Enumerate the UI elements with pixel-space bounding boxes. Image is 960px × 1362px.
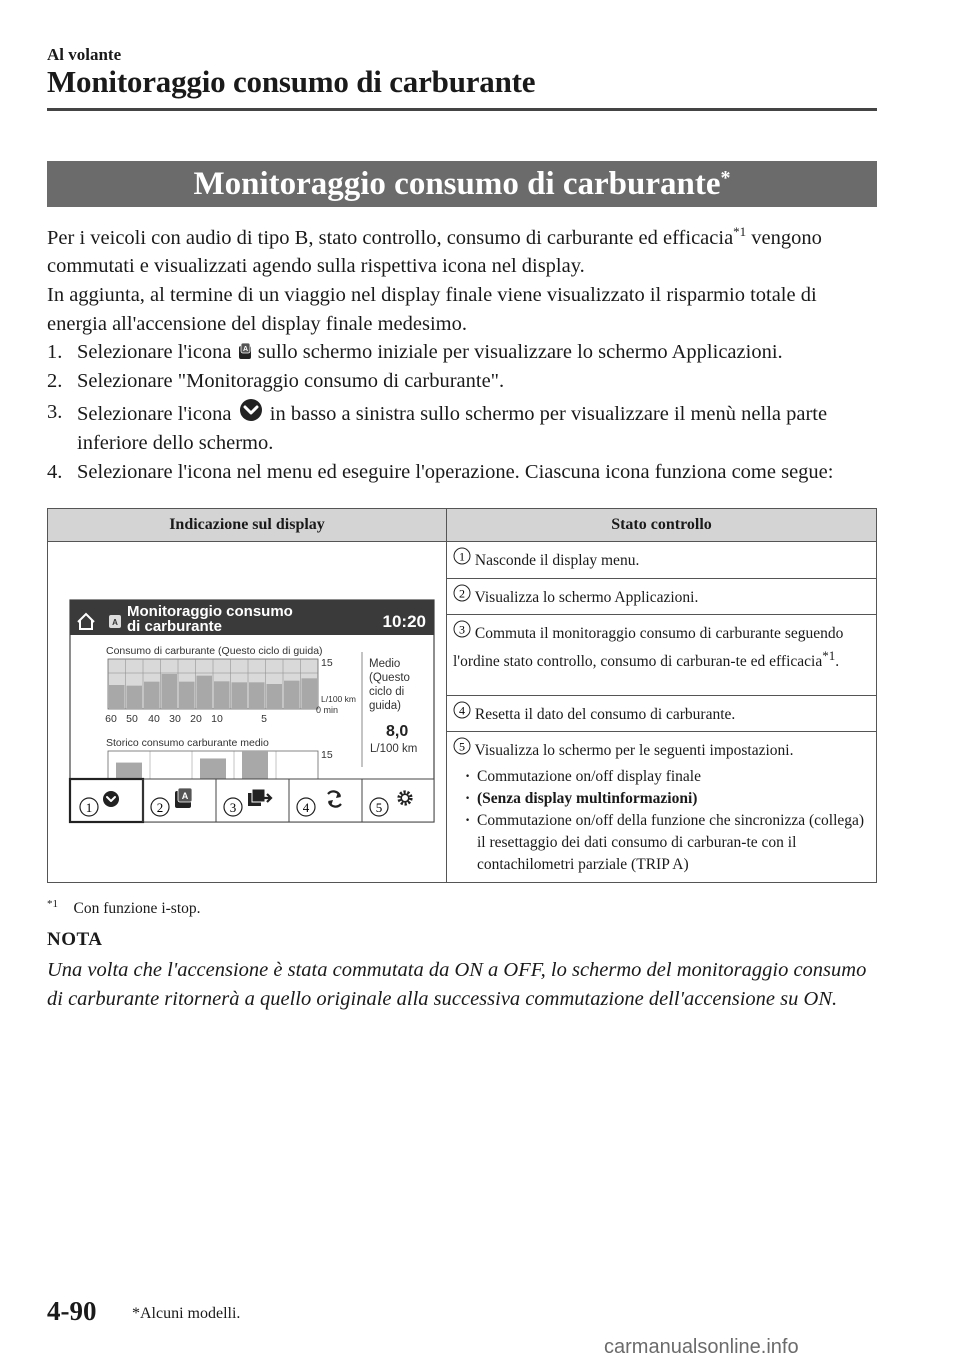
table-row-3: 3 Commuta il monitoraggio consumo di carburante seguendo l'ordine stato controllo, consumo di carburan-te ed efficacia$^{*1}$. [447,615,877,696]
chevron-down-icon [237,398,265,422]
chevron-down-icon [103,791,119,807]
svg-text:3: 3 [459,622,465,637]
table-header-state: Stato controllo [447,509,877,542]
apps-icon [237,341,253,361]
section-label: Al volante [47,45,122,64]
svg-text:5: 5 [459,739,465,754]
watermark: carmanualsonline.info [604,1336,799,1358]
chart1-unit: L/100 km [321,694,356,704]
chart1-bar [179,682,195,709]
option-item: · Commutazione on/off della funzione che sincronizza (collega) il resettaggio dei dati consumo di carburan-te con il contachilometri parziale (TRIP A) [465,810,870,876]
svg-text:A: A [112,618,118,627]
screen-illustration [48,542,446,882]
option-item: · Commutazione on/off display finale [465,766,870,788]
body-text [47,218,877,486]
chart1-bar [249,682,265,709]
chart1-tick-label: 5 [261,713,267,725]
medio-line-3: ciclo di [369,686,405,698]
chart1-bar [232,682,248,709]
table-row-4: 4 Resetta il dato del consumo di carburante. [447,696,877,732]
callout-circle-2 [453,584,471,602]
chart1-tick-label: 60 [105,713,117,725]
chart1-tick-label: 30 [169,713,181,725]
svg-text:4: 4 [459,703,465,718]
chart1-bar [267,684,283,709]
chart1-bar [144,682,160,709]
chart1-bar [214,681,230,709]
nota-text: Una volta che l'accensione è stata commutata da ON a OFF, lo schermo del monitoraggio consumo di carburante ritornerà a quello originale alla successiva commutazione dell'accensione su ON. [47,959,867,1010]
page-note: *Alcuni modelli. [132,1305,241,1322]
chart1-tick-label: 40 [148,713,160,725]
callout-number-3: 3 [229,800,237,815]
chart2-ymax: 15 [321,749,333,761]
section-banner [47,161,877,207]
intro-paragraph-1: Per i veicoli con audio di tipo B, stato controllo, consumo di carburante ed efficacia$^{*1}$ vengono commutati e visualizzati agendo sulla rispettiva icona nel display. [47,224,822,278]
table-row-5: 5 Visualizza lo schermo per le seguenti impostazioni. · Commutazione on/off display finale · (Senza display multinformazioni) · Commutazione on/off della funzione che sincronizza (collega) il resettaggio dei dati consumo di carburan-te con il contachilometri parziale (TRIP A) [447,732,877,883]
chart1-bar [197,676,213,709]
chart2-bar [200,758,226,779]
callout-number-5: 5 [375,800,383,815]
chart1-tick-label: 10 [211,713,223,725]
footnote-ref: *1 [733,224,747,239]
footnote-text: Con funzione i-stop. [73,900,201,918]
screen-title-line2: di carburante [127,618,223,635]
chart1-bar [127,686,143,709]
banner-mark: * [720,167,731,189]
apps-icon [109,615,121,628]
chart2-bar [116,763,142,779]
option-item: · (Senza display multinformazioni) [465,788,870,810]
chart1-ymax: 15 [321,657,333,669]
settings-options-list [465,766,870,876]
svg-text:1: 1 [459,549,465,564]
callout-number-4: 4 [302,800,310,815]
callout-number-2: 2 [156,800,164,815]
chart1-label: Consumo di carburante (Questo ciclo di guida) [106,645,323,657]
chart1-bar [302,678,318,709]
medio-line-4: guida) [369,700,401,712]
chart1-bar [284,681,300,709]
svg-text:2: 2 [459,586,465,601]
step-1: 1. Selezionare l'icona A sullo schermo iniziale per visualizzare lo schermo Applicazioni. [47,341,783,364]
svg-text:A: A [181,791,189,801]
callout-circle-5 [453,737,471,755]
apps-icon [175,788,192,808]
page-title: Monitoraggio consumo di carburante [47,64,536,99]
table-header-display: Indicazione sul display [48,509,447,542]
footnote-ref: *1 [822,648,836,663]
page-number: 4-90 [47,1296,97,1326]
banner-title: Monitoraggio consumo di carburante [193,166,721,202]
step-2: 2. Selezionare "Monitoraggio consumo di carburante". [47,369,505,392]
medio-value: 8,0 [386,723,409,740]
medio-unit: L/100 km [370,743,418,755]
chart1-zero-label: 0 min [316,705,339,715]
callout-circle-3 [453,620,471,638]
step-3: 3. Selezionare l'icona in basso a sinistra sullo schermo per visualizzare il menù nella parte inferiore dello schermo. [47,398,877,457]
table-row-1: 1 Nasconde il display menu. [447,542,877,579]
callout-number-1: 1 [85,800,93,815]
table-row-2: 2 Visualizza lo schermo Applicazioni. [447,579,877,615]
chart1-tick-label: 50 [126,713,138,725]
footnote [47,898,201,918]
screen-illustration-cell [48,542,447,883]
chart2-label: Storico consumo carburante medio [106,737,269,749]
screen-title-line1: Monitoraggio consumo [127,603,293,620]
medio-line-2: (Questo [369,672,410,684]
chart1-bar [109,685,125,709]
screen-clock: 10:20 [382,612,426,631]
step-4: 4. Selezionare l'icona nel menu ed eseguire l'operazione. Ciascuna icona funziona come segue: [47,460,834,483]
callout-circle-4 [453,701,471,719]
title-rule [47,108,877,111]
medio-line-1: Medio [369,658,401,670]
intro-paragraph-2: In aggiunta, al termine di un viaggio nel display finale viene visualizzato il risparmio totale di energia all'accensione del display finale medesimo. [47,284,817,335]
chart2-bar [242,751,268,779]
nota-title: NOTA [47,929,103,950]
chart1-bar [162,674,178,709]
function-table [47,508,877,883]
callout-circle-1 [453,547,471,565]
svg-text:A: A [242,346,248,354]
chart1-tick-label: 20 [190,713,202,725]
footnote-mark: *1 [47,898,58,910]
